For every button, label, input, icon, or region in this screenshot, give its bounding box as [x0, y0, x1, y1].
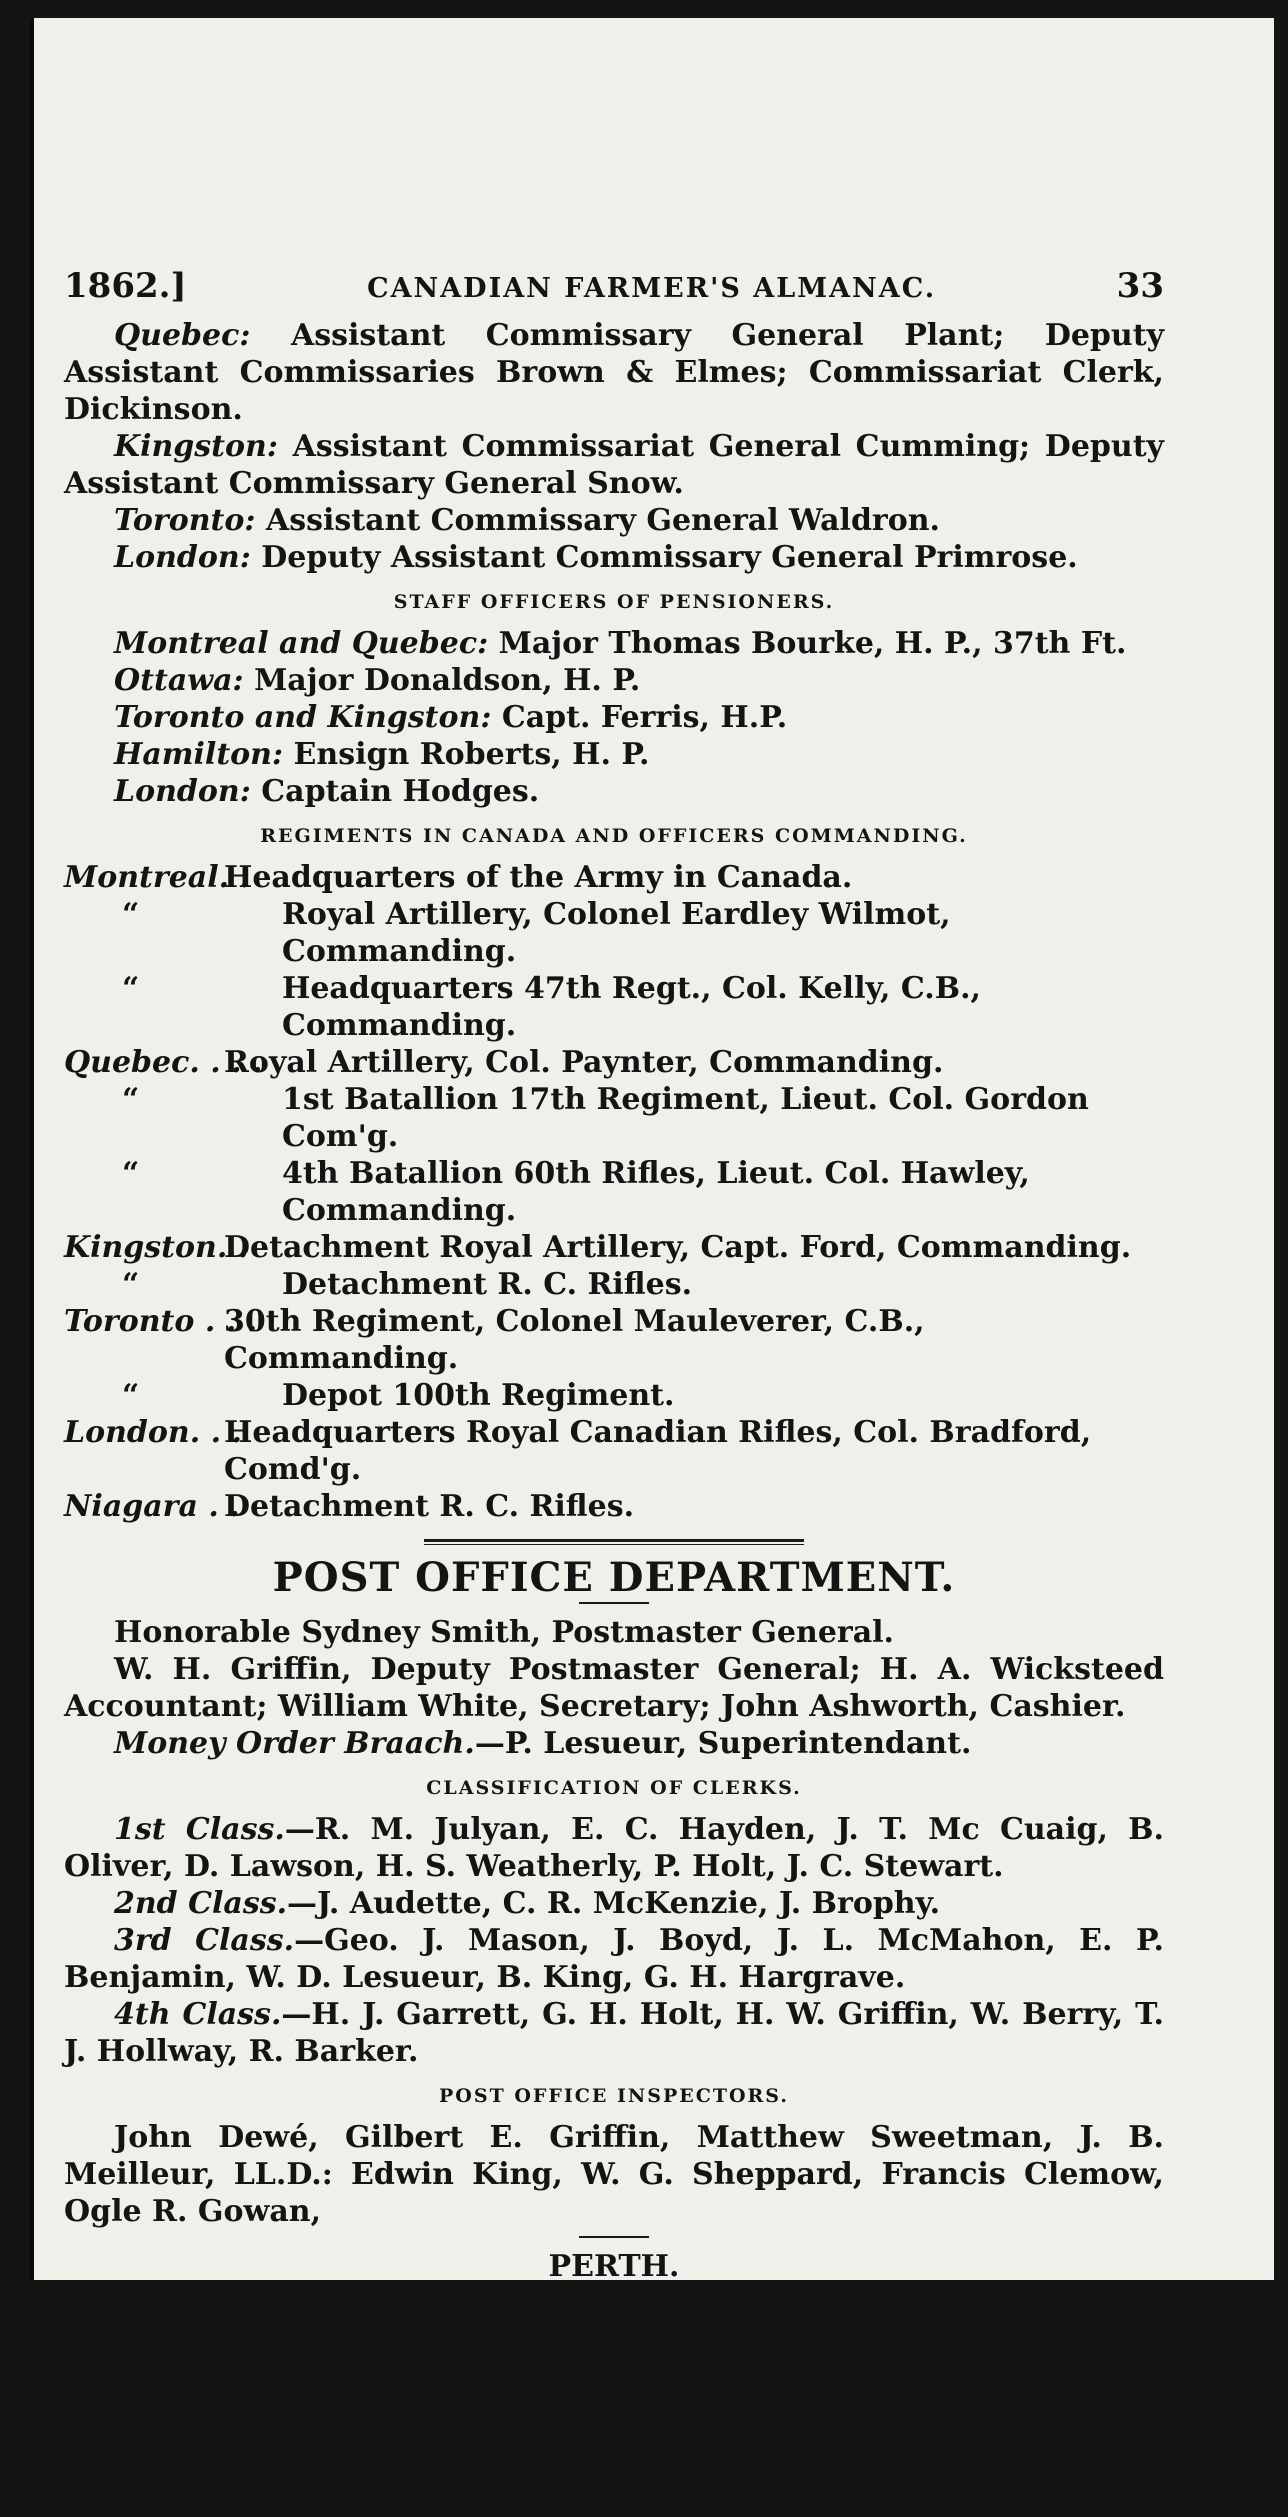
regiments-heading: REGIMENTS IN CANADA AND OFFICERS COMMANDING.: [260, 825, 968, 847]
perth-rates: On lotters to Nova Scotia, New Brunswick, and Prince Edward's Island the rate is 5 cents per ½ oz. with optional pre-payment.: [64, 2360, 1164, 2469]
perth-postmaster: W. J. Morris, Postmaster.: [407, 2286, 821, 2321]
title-underline: [579, 1602, 649, 1604]
staff-officer-entry: Hamilton: Ensign Roberts, H. P.: [114, 737, 650, 772]
staff-officer-entry: Ottawa: Major Donaldson, H. P.: [114, 663, 641, 698]
regiment-row: Niagara . . Detachment R. C. Rifles.: [64, 1489, 635, 1524]
post-office-line: W. H. Griffin, Deputy Postmaster General; H. A. Wicksteed Accountant; William White, Secretary; John Ashworth, Cashier.: [64, 1652, 1164, 1724]
perth-rule: [579, 2236, 649, 2238]
inspectors-heading: POST OFFICE INSPECTORS.: [439, 2085, 789, 2107]
perth-title: PERTH.: [548, 2249, 680, 2284]
staff-officer-entry: London: Captain Hodges.: [114, 774, 540, 809]
commissariat-section: [64, 317, 1164, 576]
inspectors-list: John Dewé, Gilbert E. Griffin, Matthew Sweetman, J. B. Meilleur, LL.D.: Edwin King, W. G. Sheppard, Francis Clemow, Ogle R. Gowan,: [64, 2120, 1164, 2229]
regiment-row: Quebec. . . . Royal Artillery, Col. Paynter, Commanding.: [64, 1045, 944, 1080]
clerk-class-entry: 1st Class.—R. M. Julyan, E. C. Hayden, J. T. Mc Cuaig, B. Oliver, D. Lawson, H. S. Weatherly, P. Holt, J. C. Stewart.: [64, 1812, 1164, 1884]
post-office-title: POST OFFICE DEPARTMENT.: [272, 1554, 956, 1601]
commissariat-entry: Kingston: Assistant Commissariat General Cumming; Deputy Assistant Commissary General Snow.: [64, 429, 1164, 501]
post-office-section: [64, 1614, 1164, 2230]
regiment-row: Kingston. . Detachment Royal Artillery, Capt. Ford, Commanding.: [64, 1230, 1132, 1265]
header-year: 1862.]: [64, 266, 187, 306]
regiments-table: [64, 859, 1164, 1525]
money-order-line: Money Order Braach.—P. Lesueur, Superintendant.: [114, 1726, 972, 1761]
regiment-row: “ 4th Batallion 60th Rifles, Lieut. Col. Hawley, Commanding.: [122, 1156, 1030, 1228]
regiment-row: Toronto . . . 30th Regiment, Colonel Mauleverer, C.B., Commanding.: [64, 1304, 925, 1376]
commissariat-entry: Toronto: Assistant Commissary General Waldron.: [114, 503, 940, 538]
almanac-page: [30, 18, 1274, 2511]
regiment-row: “ Royal Artillery, Colonel Eardley Wilmot, Commanding.: [122, 897, 951, 969]
page-number: 33: [1116, 266, 1164, 306]
staff-officers-heading: STAFF OFFICERS OF PENSIONERS.: [393, 591, 835, 613]
clerk-class-entry: 4th Class.—H. J. Garrett, G. H. Holt, H. W. Griffin, W. Berry, T. J. Hollway, R. Barker.: [64, 1997, 1164, 2069]
section-rule-thin: [424, 1544, 804, 1545]
regiment-row: London. . . Headquarters Royal Canadian Rifles, Col. Bradford, Comd'g.: [64, 1415, 1092, 1487]
staff-officer-entry: Montreal and Quebec: Major Thomas Bourke, H. P., 37th Ft.: [114, 626, 1127, 661]
post-office-line: Honorable Sydney Smith, Postmaster General.: [114, 1615, 894, 1650]
regiment-row: “ Depot 100th Regiment.: [122, 1378, 675, 1413]
page-content: [64, 268, 1164, 2517]
regiment-row: “ 1st Batallion 17th Regiment, Lieut. Col. Gordon Com'g.: [122, 1082, 1089, 1154]
perth-hours: Office hours from 9 a. m. to 8 p. m. daily, Sundays excepted.: [114, 2323, 1125, 2358]
regiment-row: Montreal. . Headquarters of the Army in Canada.: [64, 860, 853, 895]
running-header: [64, 268, 1164, 307]
staff-officers-section: [64, 625, 1164, 810]
regiment-row: “ Headquarters 47th Regt., Col. Kelly, C.B., Commanding.: [122, 971, 981, 1043]
signature-mark: B2: [597, 2485, 631, 2511]
commissariat-entry: London: Deputy Assistant Commissary General Primrose.: [114, 540, 1078, 575]
clerks-heading: CLASSIFICATION OF CLERKS.: [426, 1777, 802, 1799]
clerk-class-entry: 3rd Class.—Geo. J. Mason, J. Boyd, J. L. McMahon, E. P. Benjamin, W. D. Lesueur, B. King, G. H. Hargrave.: [64, 1923, 1164, 1995]
header-title: CANADIAN FARMER'S ALMANAC.: [367, 273, 937, 304]
clerk-class-entry: 2nd Class.—J. Audette, C. R. McKenzie, J. Brophy.: [114, 1886, 941, 1921]
commissariat-entry: Quebec: Assistant Commissary General Plant; Deputy Assistant Commissaries Brown & Elmes; Commissariat Clerk, Dickinson.: [64, 318, 1164, 427]
section-rule: [424, 1539, 804, 1542]
regiment-row: “ Detachment R. C. Rifles.: [122, 1267, 693, 1302]
staff-officer-entry: Toronto and Kingston: Capt. Ferris, H.P.: [114, 700, 788, 735]
